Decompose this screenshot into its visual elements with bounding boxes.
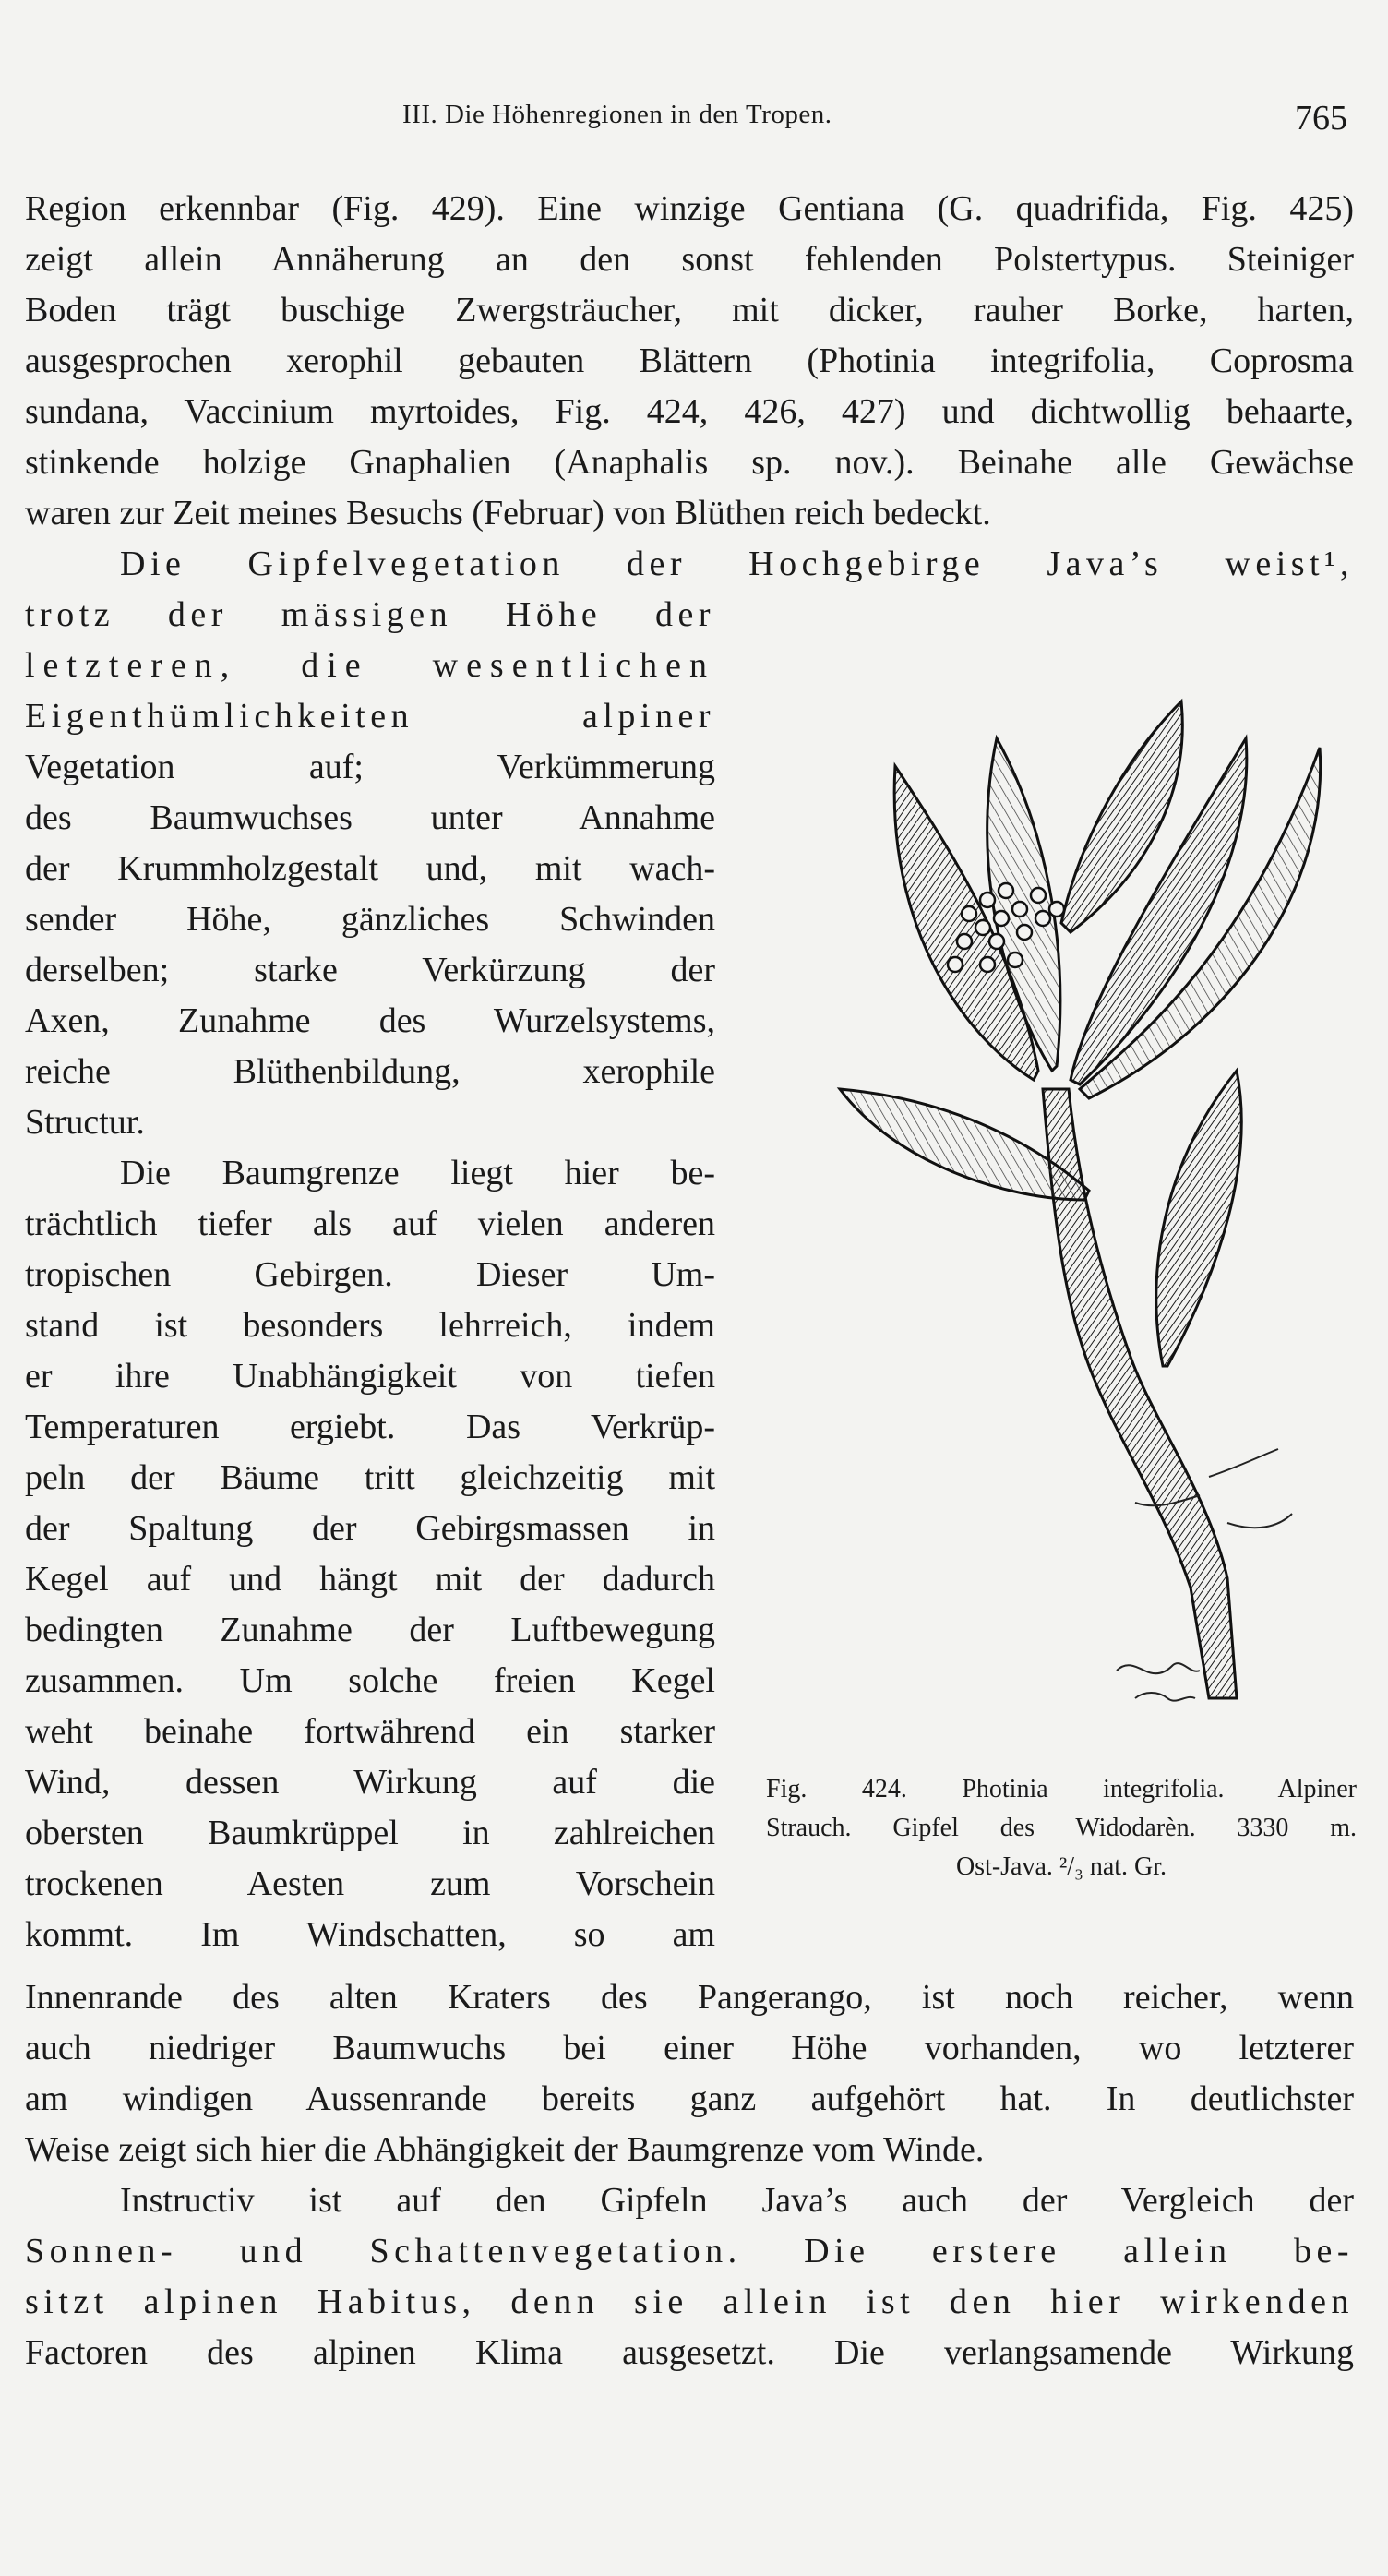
text-line: zeigt allein Annäherung an den sonst fehlenden Polstertypus. Steiniger xyxy=(25,240,1354,279)
caption-line: Strauch. Gipfel des Widodarèn. 3330 m. xyxy=(766,1814,1357,1842)
text-line: Weise zeigt sich hier die Abhängigkeit der Baumgrenze vom Winde. xyxy=(25,2130,985,2169)
text-line: Eigenthümlichkeiten alpiner xyxy=(25,697,715,736)
page-number: 765 xyxy=(1295,99,1347,138)
text-line: bedingten Zunahme der Luftbewegung xyxy=(25,1611,715,1649)
text-line: stand ist besonders lehrreich, indem xyxy=(25,1306,715,1345)
text-line: sender Höhe, gänzliches Schwinden xyxy=(25,900,715,939)
text-line: derselben; starke Verkürzung der xyxy=(25,951,715,989)
text-line: ausgesprochen xerophil gebauten Blättern (Photinia integrifolia, Coprosma xyxy=(25,341,1354,380)
figure-caption xyxy=(766,1770,1357,1887)
text-line: peln der Bäume tritt gleichzeitig mit xyxy=(25,1458,715,1497)
text-line: trotz der mässigen Höhe der xyxy=(25,595,715,634)
text-line: weht beinahe fortwährend ein starker xyxy=(25,1712,715,1751)
text-line: Instructiv ist auf den Gipfeln Java’s auch der Vergleich der xyxy=(120,2181,1354,2220)
text-line: trächtlich tiefer als auf vielen anderen xyxy=(25,1204,715,1243)
text-line: er ihre Unabhängigkeit von tiefen xyxy=(25,1357,715,1396)
text-line: tropischen Gebirgen. Dieser Um- xyxy=(25,1255,715,1294)
text-line: Boden trägt buschige Zwergsträucher, mit dicker, rauher Borke, harten, xyxy=(25,291,1354,329)
text-line: letzteren, die wesentlichen xyxy=(25,646,715,685)
caption-line: Ost-Java. ²/₃ nat. Gr. xyxy=(955,1852,1167,1881)
text-line: zusammen. Um solche freien Kegel xyxy=(25,1661,715,1700)
text-line: Innenrande des alten Kraters des Pangerango, ist noch reicher, wenn xyxy=(25,1978,1354,2017)
text-line: Axen, Zunahme des Wurzelsystems, xyxy=(25,1001,715,1040)
text-line: auch niedriger Baumwuchs bei einer Höhe vorhanden, wo letzterer xyxy=(25,2029,1354,2067)
text-line: Die Gipfelvegetation der Hochgebirge Java’s weist¹, xyxy=(120,545,1354,583)
text-line: stinkende holzige Gnaphalien (Anaphalis sp. nov.). Beinahe alle Gewächse xyxy=(25,443,1354,482)
text-line: waren zur Zeit meines Besuchs (Februar) von Blüthen reich bedeckt. xyxy=(25,494,991,533)
page-header xyxy=(0,100,1388,146)
text-line: Vegetation auf; Verkümmerung xyxy=(25,748,715,786)
text-line: Factoren des alpinen Klima ausgesetzt. Die verlangsamende Wirkung xyxy=(25,2333,1354,2372)
text-line: trockenen Aesten zum Vorschein xyxy=(25,1864,715,1903)
text-line: obersten Baumkrüppel in zahlreichen xyxy=(25,1814,715,1852)
leaf xyxy=(1156,1071,1241,1366)
text-line: sundana, Vaccinium myrtoides, Fig. 424, 426, 427) und dichtwollig behaarte, xyxy=(25,392,1354,431)
text-line: Sonnen- und Schattenvegetation. Die erstere allein be- xyxy=(25,2232,1354,2270)
text-line: Region erkennbar (Fig. 429). Eine winzige Gentiana (G. quadrifida, Fig. 425) xyxy=(25,189,1354,228)
text-line: Die Baumgrenze liegt hier be- xyxy=(120,1154,715,1192)
plant-drawing xyxy=(775,646,1329,1754)
text-line: sitzt alpinen Habitus, denn sie allein ist den hier wirkenden xyxy=(25,2282,1354,2321)
text-line: Temperaturen ergiebt. Das Verkrüp- xyxy=(25,1408,715,1446)
text-line: Structur. xyxy=(25,1103,145,1142)
photinia-illustration xyxy=(775,646,1329,1754)
caption-line: Fig. 424. Photinia integrifolia. Alpiner xyxy=(766,1775,1357,1803)
artist-signature xyxy=(1117,1663,1200,1701)
text-line: kommt. Im Windschatten, so am xyxy=(25,1915,715,1954)
text-line: Wind, dessen Wirkung auf die xyxy=(25,1763,715,1802)
text-line: reiche Blüthenbildung, xerophile xyxy=(25,1052,715,1091)
text-line: der Spaltung der Gebirgsmassen in xyxy=(25,1509,715,1548)
text-line: am windigen Aussenrande bereits ganz aufgehört hat. In deutlichster xyxy=(25,2079,1354,2118)
text-line: Kegel auf und hängt mit der dadurch xyxy=(25,1560,715,1599)
text-line: des Baumwuchses unter Annahme xyxy=(25,798,715,837)
text-line: der Krummholzgestalt und, mit wach- xyxy=(25,849,715,888)
running-head: III. Die Höhenregionen in den Tropen. xyxy=(402,100,832,129)
